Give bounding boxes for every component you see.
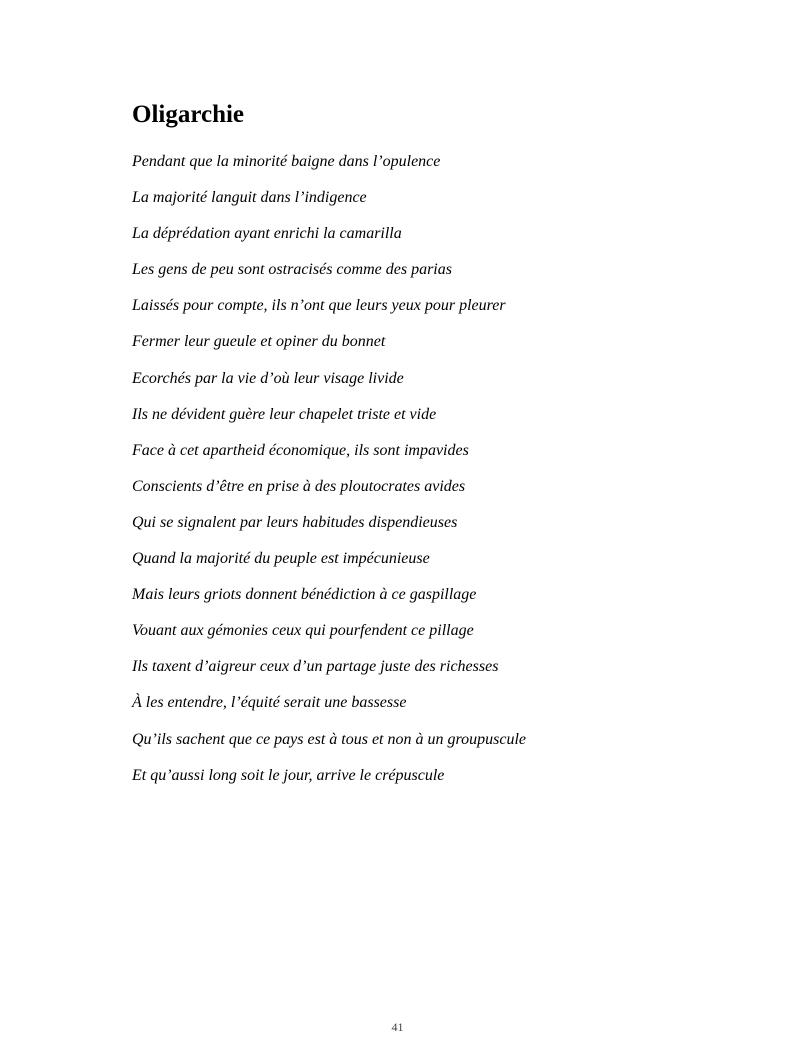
poem-verse: Ecorchés par la vie d’où leur visage livide bbox=[132, 369, 404, 387]
poem-verse: Qu’ils sachent que ce pays est à tous et non à un groupuscule bbox=[132, 730, 527, 748]
poem-verse: La majorité languit dans l’indigence bbox=[132, 189, 367, 207]
poem-verse: Vouant aux gémonies ceux qui pourfendent ce pillage bbox=[132, 622, 474, 640]
poem-verse: Les gens de peu sont ostracisés comme des parias bbox=[132, 261, 452, 279]
poem-verse: Conscients d’être en prise à des ploutocrates avides bbox=[132, 477, 466, 495]
page-number: 41 bbox=[391, 1020, 404, 1034]
poem-verse: Mais leurs griots donnent bénédiction à ce gaspillage bbox=[132, 586, 477, 604]
poem-verse: Pendant que la minorité baigne dans l’opulence bbox=[132, 153, 441, 170]
poem-verse: Fermer leur gueule et opiner du bonnet bbox=[132, 333, 386, 351]
poem-verse: Laissés pour compte, ils n’ont que leurs yeux pour pleurer bbox=[132, 297, 506, 315]
poem-verse: À les entendre, l’équité serait une bassesse bbox=[132, 694, 407, 712]
poem-verse: Quand la majorité du peuple est impécunieuse bbox=[132, 550, 430, 568]
poem-verse: Ils ne dévident guère leur chapelet triste et vide bbox=[132, 405, 437, 423]
poem-title: Oligarchie bbox=[132, 101, 245, 128]
poem-verse: La déprédation ayant enrichi la camarilla bbox=[132, 225, 402, 243]
poem-body bbox=[132, 149, 526, 799]
poem-verse: Et qu’aussi long soit le jour, arrive le crépuscule bbox=[132, 766, 445, 784]
poem-verse: Ils taxent d’aigreur ceux d’un partage juste des richesses bbox=[132, 658, 499, 676]
poem-verse: Face à cet apartheid économique, ils sont impavides bbox=[132, 441, 469, 459]
poem-verse: Qui se signalent par leurs habitudes dispendieuses bbox=[132, 513, 458, 531]
